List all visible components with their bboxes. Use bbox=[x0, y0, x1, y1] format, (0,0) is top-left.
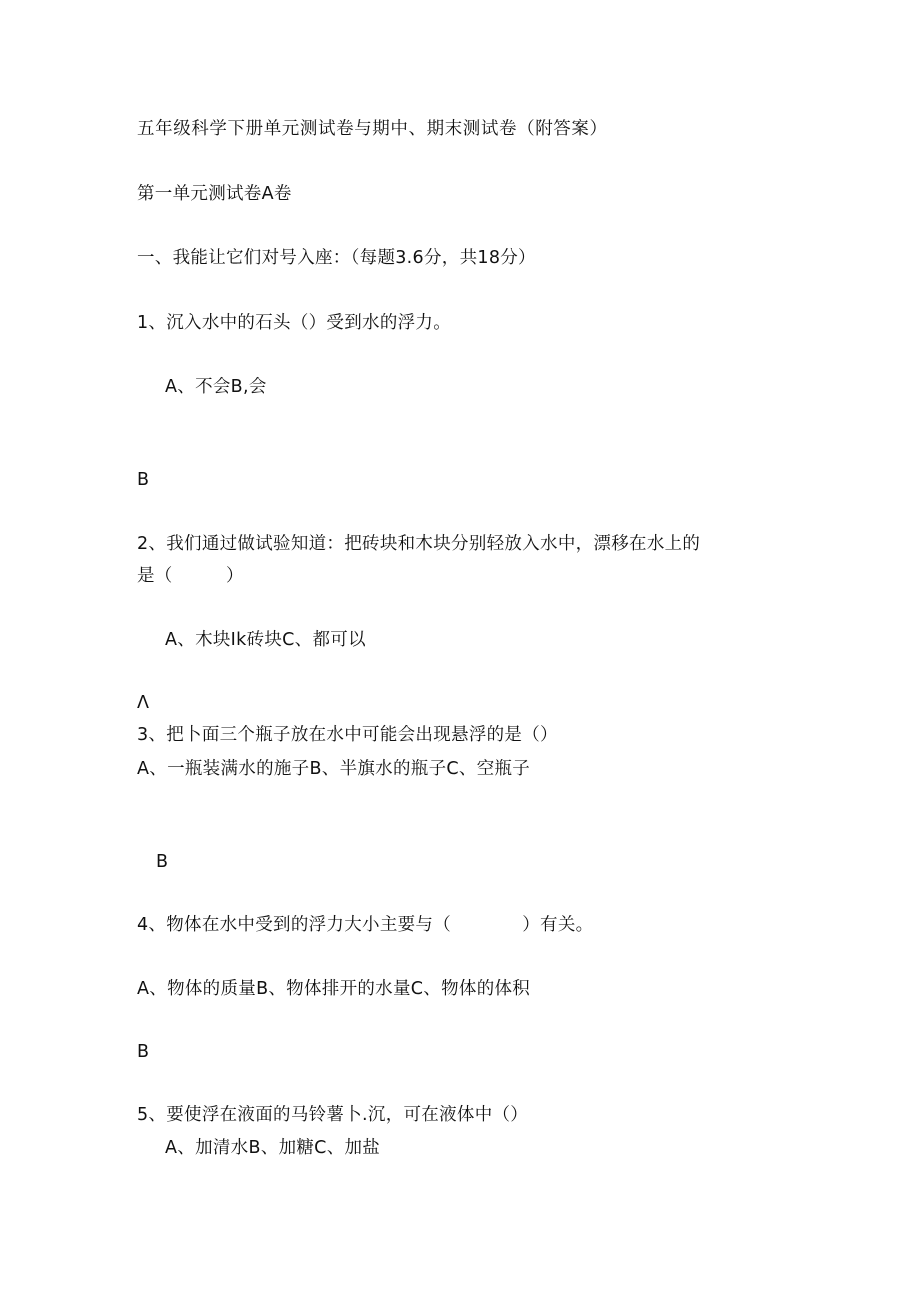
section-heading: 一、我能让它们对号入座：（每题3.6分，共18分） bbox=[137, 248, 536, 268]
question-4-stem: 4、物体在水中受到的浮力大小主要与（ ）有关。 bbox=[137, 915, 594, 935]
unit-heading: 第一单元测试卷A卷 bbox=[137, 184, 292, 204]
question-3-answer: B bbox=[156, 852, 169, 872]
question-1-answer: B bbox=[137, 470, 150, 490]
question-1-stem: 1、沉入水中的石头（）受到水的浮力。 bbox=[137, 313, 452, 333]
question-1-options: A、不会B,会 bbox=[165, 377, 267, 397]
question-3-options: A、一瓶装满水的施子B、半旗水的瓶子C、空瓶子 bbox=[137, 759, 531, 779]
question-4-options: A、物体的质量B、物体排开的水量C、物体的体积 bbox=[137, 979, 531, 999]
question-2-stem-line1: 2、我们通过做试验知道：把砖块和木块分别轻放入水中，漂移在水上的 bbox=[137, 534, 701, 554]
question-2-stem-line2: 是（ ） bbox=[137, 566, 244, 586]
question-5-options: A、加清水B、加糖C、加盐 bbox=[165, 1138, 381, 1158]
question-2-options: A、木块Ik砖块C、都可以 bbox=[165, 630, 366, 650]
question-5-stem: 5、要使浮在液面的马铃薯卜.沉，可在液体中（） bbox=[137, 1105, 529, 1125]
question-4-answer: B bbox=[137, 1042, 150, 1062]
question-3-stem: 3、把卜面三个瓶子放在水中可能会出现悬浮的是（） bbox=[137, 725, 558, 745]
question-2-answer: Λ bbox=[137, 693, 150, 713]
document-title: 五年级科学下册单元测试卷与期中、期末测试卷（附答案） bbox=[137, 119, 608, 139]
